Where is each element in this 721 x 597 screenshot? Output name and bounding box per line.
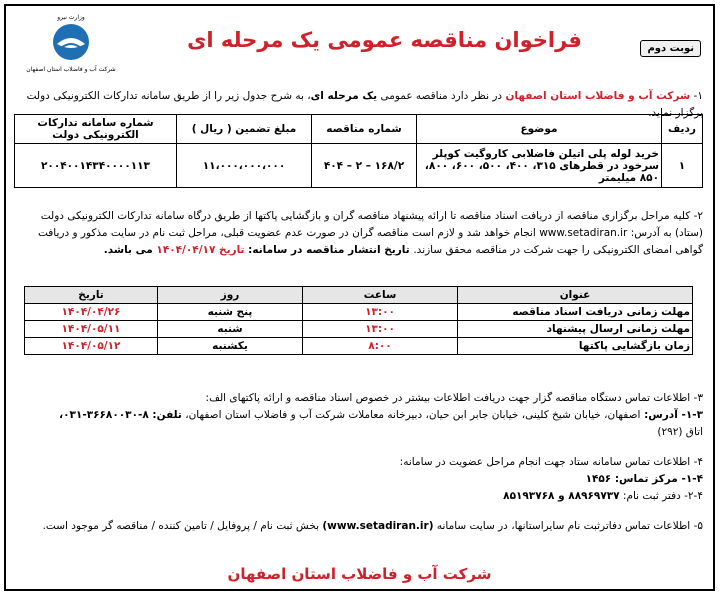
section-1: ۱- شرکت آب و فاضلاب استان اصفهان در نظر دارد مناقصه عمومی یک مرحله ای، به شرح جدول زیر را از طریق سامانه تدارکات الکترونیکی دولت برگزار نماید. — [26, 90, 703, 119]
table-header-row: عنوان ساعت روز تاریخ — [25, 287, 693, 304]
logo-ministry-text: وزارت نیرو — [57, 14, 85, 21]
table-header-row: ردیف موضوع شماره مناقصه مبلغ تضمین ( ریال ) شماره سامانه تدارکات الکترونیکی دولت — [15, 115, 703, 144]
water-drop-icon — [49, 22, 93, 62]
publish-date: تاریخ ۱۴۰۴/۰۴/۱۷ — [156, 244, 245, 256]
table-row: مهلت زمانی ارسال پیشنهاد ۱۳:۰۰ شنبه ۱۴۰۴/۰۵/۱۱ — [25, 321, 693, 338]
section-4: ۴- اطلاعات تماس سامانه ستاد جهت انجام مراحل عضویت در سامانه: ۱-۴- مرکز تماس: ۱۴۵۶ ۲-۴- دفتر ثبت نام: ۸۸۹۶۹۷۳۷ و ۸۵۱۹۳۷۶۸ — [399, 456, 703, 502]
section-2: ۲- کلیه مراحل برگزاری مناقصه از دریافت اسناد مناقصه تا ارائه پیشنهاد مناقصه گران و بازگشایی پاکتها از طریق درگاه سامانه تدارکات الکترونیکی دولت (ستاد) به آدرس: www.setadiran.ir انجام خواهد شد و لازم است مناقصه گران در صورت عدم عضویت قبلی، مراحل ثبت نام در سایت مذکور و دریافت گواهی امضای الکترونیکی را جهت شرکت در مناقصه محقق سازند. تاریخ انتشار مناقصه در سامانه: تاریخ ۱۴۰۴/۰۴/۱۷ می باشد. — [37, 210, 703, 256]
section-5: ۵- اطلاعات تماس دفاترثبت نام سایراستانها، در سایت سامانه (www.setadiran.ir) بخش ثبت نام / پروفایل / تامین کننده / مناقصه گر موجود است. — [42, 520, 703, 532]
company-logo — [26, 14, 116, 74]
logo-company-text: شرکت آب و فاضلاب استان اصفهان — [26, 66, 116, 73]
schedule-table — [24, 286, 693, 355]
notice-frame — [4, 4, 715, 591]
round-badge: نوبت دوم — [640, 40, 701, 57]
table-row: مهلت زمانی دریافت اسناد مناقصه ۱۳:۰۰ پنج شنبه ۱۴۰۴/۰۴/۲۶ — [25, 304, 693, 321]
table-row: زمان بازگشایی پاکتها ۸:۰۰ یکشنبه ۱۴۰۴/۰۵/۱۲ — [25, 338, 693, 355]
tender-table — [14, 114, 703, 188]
company-name: شرکت آب و فاضلاب استان اصفهان — [505, 90, 691, 102]
page-title: فراخوان مناقصه عمومی یک مرحله ای — [187, 28, 582, 52]
setadiran-link[interactable]: (www.setadiran.ir) — [322, 520, 434, 532]
section-3: ۳- اطلاعات تماس دستگاه مناقصه گزار جهت دریافت اطلاعات بیشتر در خصوص اسناد مناقصه و ارائه پاکتهای الف: ۱-۳- آدرس: اصفهان، خیابان شیخ کلینی، خیابان جابر ابن حیان، دبیرخانه معاملات شرکت آب و فاضلاب استان اصفهان، تلفن: ۸-۳۶۶۸۰۰۳۰-۰۳۱، اتاق (۲۹۲) — [59, 392, 703, 438]
footer-company: شرکت آب و فاضلاب استان اصفهان — [227, 565, 492, 583]
table-row: ۱ خرید لوله پلی اتیلن فاضلابی کاروگیت کوپلر سرخود در قطرهای ۳۱۵، ۴۰۰، ۵۰۰، ۶۰۰، ۸۰۰، ۸۵۰ میلیمتر ۱۶۸/۲ – ۲ – ۴۰۴ ۱۱،۰۰۰،۰۰۰،۰۰۰ ۲۰۰۴۰۰۱۴۳۴۰۰۰۰۱۱۳ — [15, 144, 703, 188]
